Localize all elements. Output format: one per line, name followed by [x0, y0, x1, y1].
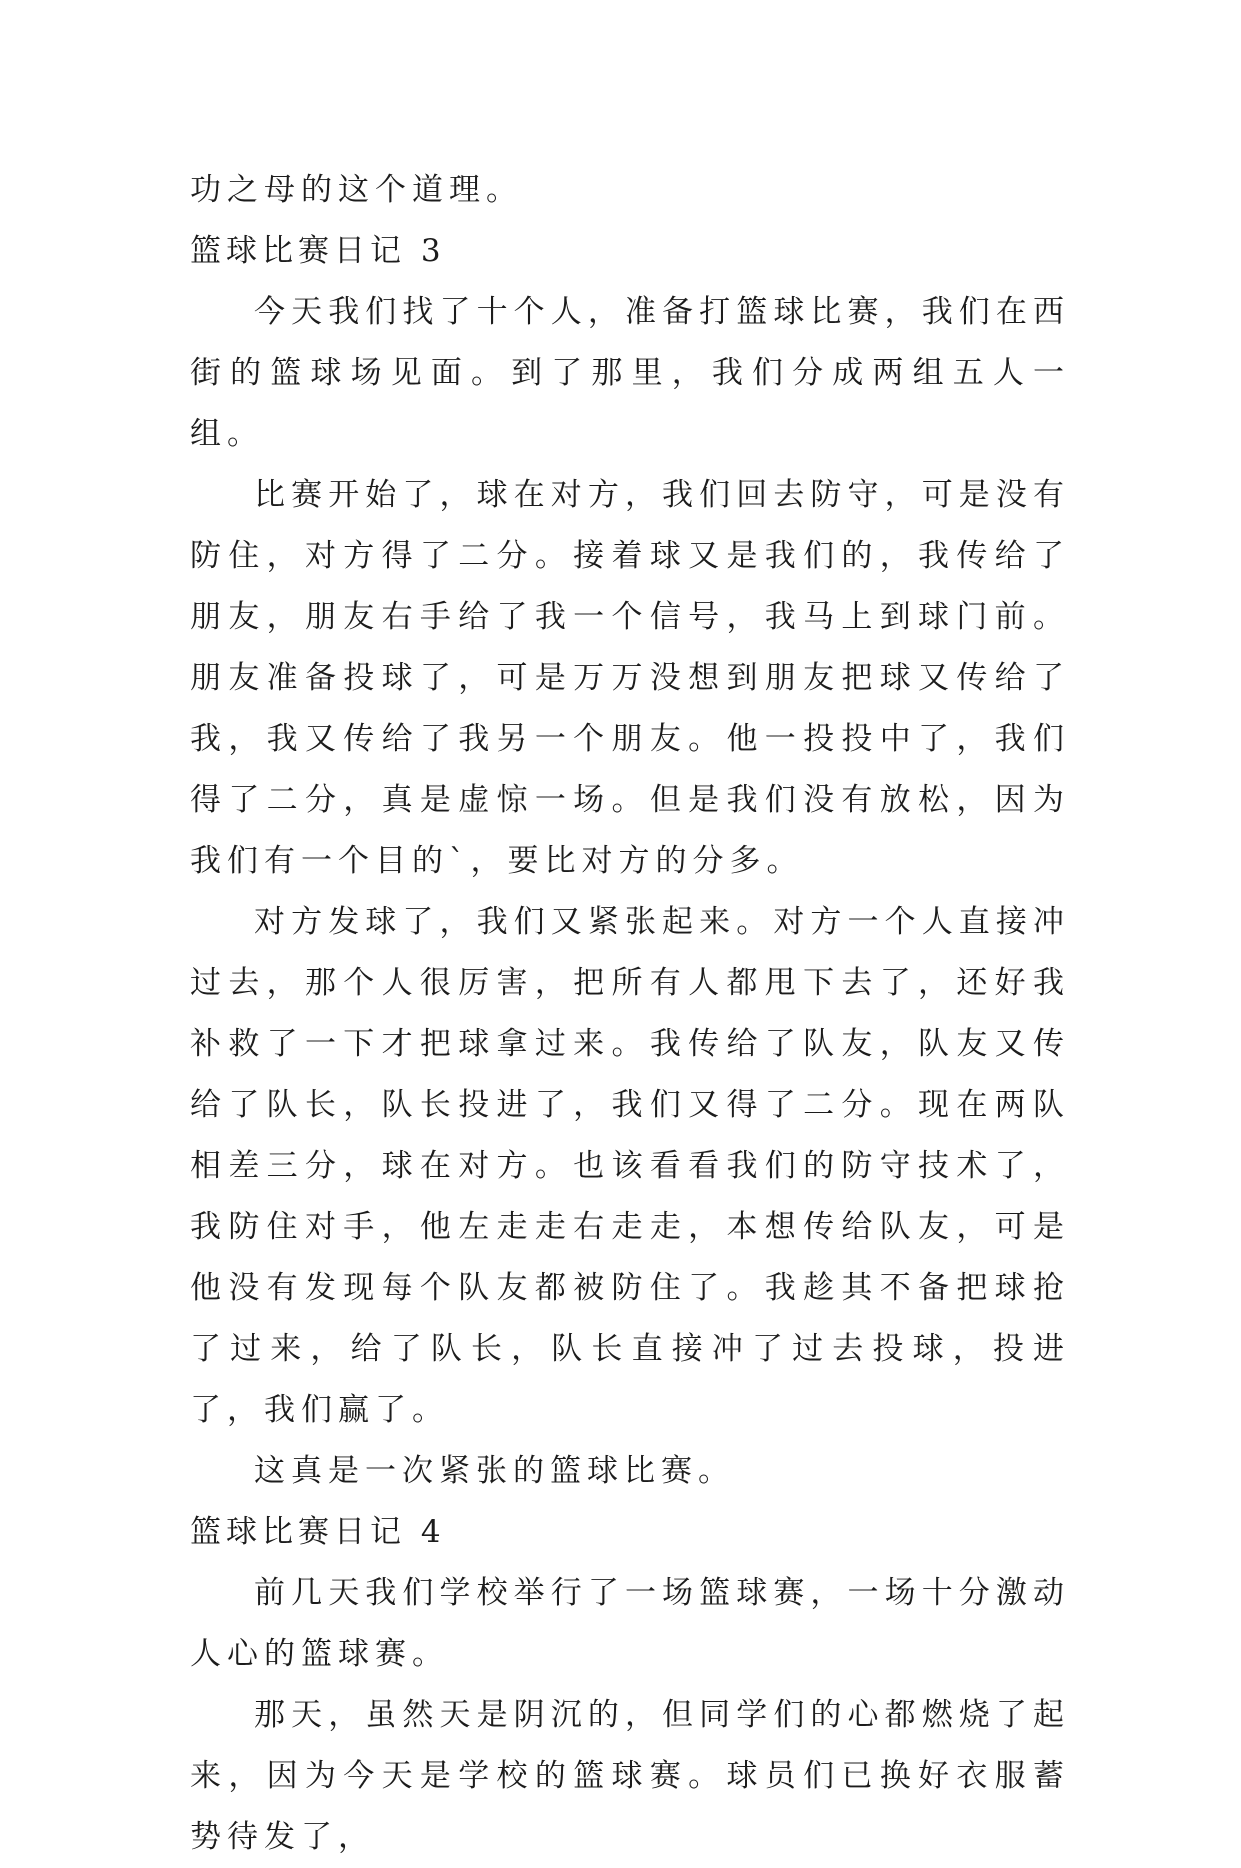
document-body	[190, 160, 1070, 1868]
paragraph: 对方发球了，我们又紧张起来。对方一个人直接冲过去，那个人很厉害，把所有人都甩下去了，还好我补救了一下才把球拿过来。我传给了队友，队友又传给了队长，队长投进了，我们又得了二分。现在两队相差三分，球在对方。也该看看我们的防守技术了，我防住对手，他左走走右走走，本想传给队友，可是他没有发现每个队友都被防住了。我趁其不备把球抢了过来，给了队长，队长直接冲了过去投球，投进了，我们赢了。	[190, 904, 1070, 1428]
section-heading-4: 篮球比赛日记 4	[190, 1514, 446, 1550]
section-heading-3: 篮球比赛日记 3	[190, 233, 446, 269]
paragraph: 比赛开始了，球在对方，我们回去防守，可是没有防住，对方得了二分。接着球又是我们的，我传给了朋友，朋友右手给了我一个信号，我马上到球门前。朋友准备投球了，可是万万没想到朋友把球又传给了我，我又传给了我另一个朋友。他一投投中了，我们得了二分，真是虚惊一场。但是我们没有放松，因为我们有一个目的`，要比对方的分多。	[190, 477, 1070, 879]
paragraph: 前几天我们学校举行了一场篮球赛，一场十分激动人心的篮球赛。	[190, 1575, 1070, 1672]
continuation-text: 功之母的这个道理。	[190, 172, 523, 208]
paragraph: 今天我们找了十个人，准备打篮球比赛，我们在西街的篮球场见面。到了那里，我们分成两组五人一组。	[190, 294, 1070, 452]
paragraph: 这真是一次紧张的篮球比赛。	[254, 1453, 735, 1489]
paragraph: 那天，虽然天是阴沉的，但同学们的心都燃烧了起来，因为今天是学校的篮球赛。球员们已换好衣服蓄势待发了，	[190, 1697, 1070, 1855]
